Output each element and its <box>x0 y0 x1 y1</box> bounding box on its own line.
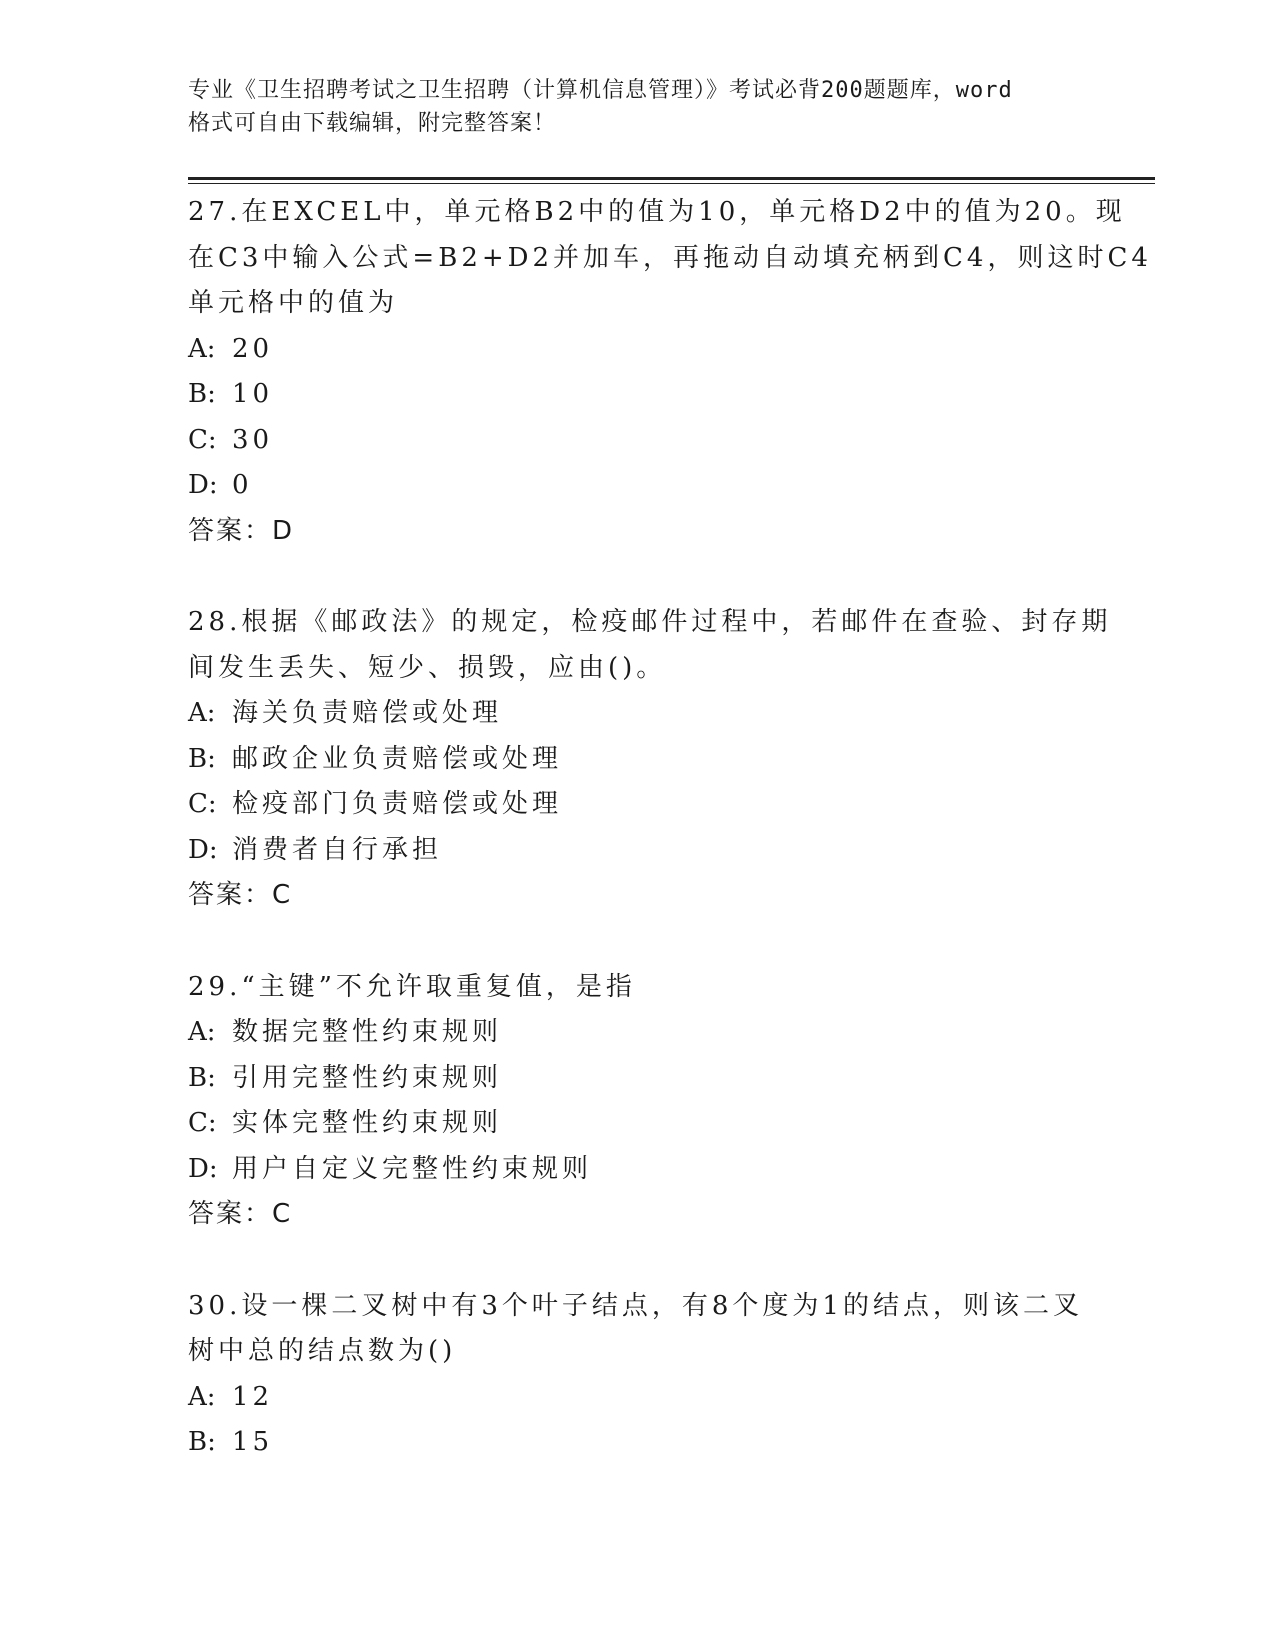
option-letter: A: <box>188 1381 216 1412</box>
option-letter: B: <box>188 743 216 774</box>
answer-label: 答案：D <box>188 515 295 546</box>
option-text: 邮政企业负责赔偿或处理 <box>232 743 563 774</box>
question-list <box>188 190 1152 1512</box>
question-text-line: 27.在EXCEL中，单元格B2中的值为10，单元格D2中的值为20。现 <box>188 197 1126 227</box>
option-text: 检疫部门负责赔偿或处理 <box>232 789 563 819</box>
option-text: 实体完整性约束规则 <box>232 1108 503 1138</box>
option-a <box>188 327 1088 373</box>
question-text-line: 30.设一棵二叉树中有3个叶子结点，有8个度为1的结点，则该二叉 <box>188 1290 1083 1321</box>
document-header <box>188 74 1088 140</box>
option-letter: C: <box>188 789 217 819</box>
question-text-line: 树中总的结点数为() <box>188 1336 457 1366</box>
option-text: 15 <box>232 1427 274 1457</box>
option-text: 引用完整性约束规则 <box>232 1062 503 1093</box>
option-text: 0 <box>232 470 253 500</box>
question-text-line: 28.根据《邮政法》的规定，检疫邮件过程中，若邮件在查验、封存期 <box>188 607 1112 637</box>
option-text: 20 <box>232 333 274 364</box>
option-d <box>188 1147 1088 1193</box>
option-letter: C: <box>188 1108 217 1138</box>
question-28 <box>188 600 1112 919</box>
option-letter: B: <box>188 1427 216 1457</box>
option-letter: D: <box>188 470 218 500</box>
option-letter: B: <box>188 379 216 409</box>
question-text-line: 在C3中输入公式=B2+D2并加车，再拖动自动填充柄到C4，则这时C4 <box>188 242 1152 273</box>
option-d <box>188 463 1088 509</box>
option-b <box>188 1420 1088 1466</box>
option-a <box>188 691 1088 737</box>
option-c <box>188 1101 1088 1147</box>
option-text: 30 <box>232 424 274 455</box>
question-29 <box>188 965 1088 1238</box>
option-a <box>188 1375 1088 1421</box>
option-letter: A: <box>188 333 216 364</box>
option-letter: D: <box>188 1153 218 1184</box>
question-text-line: 29.“主键”不允许取重复值，是指 <box>188 971 636 1002</box>
option-text: 用户自定义完整性约束规则 <box>232 1153 593 1184</box>
option-text: 消费者自行承担 <box>232 834 443 865</box>
option-text: 10 <box>232 379 274 409</box>
option-text: 12 <box>232 1381 274 1412</box>
header-divider-thick <box>188 177 1155 180</box>
option-letter: A: <box>188 698 216 728</box>
answer-label: 答案：C <box>188 1199 293 1229</box>
option-letter: A: <box>188 1017 216 1047</box>
question-30 <box>188 1284 1088 1466</box>
option-d <box>188 828 1088 874</box>
question-text-line: 单元格中的值为 <box>188 288 399 318</box>
header-line-2: 格式可自由下载编辑，附完整答案！ <box>188 111 557 136</box>
option-letter: B: <box>188 1062 216 1093</box>
option-c <box>188 782 1088 828</box>
option-letter: C: <box>188 424 217 455</box>
option-b <box>188 737 1088 783</box>
option-c <box>188 418 1088 464</box>
option-letter: D: <box>188 834 218 865</box>
answer-label: 答案：C <box>188 880 293 910</box>
header-divider-thin <box>188 183 1155 184</box>
option-text: 数据完整性约束规则 <box>232 1017 503 1047</box>
question-27 <box>188 190 1152 554</box>
option-b <box>188 372 1088 418</box>
header-line-1: 专业《卫生招聘考试之卫生招聘（计算机信息管理）》考试必背200题题库，word <box>188 78 1013 103</box>
option-a <box>188 1010 1088 1056</box>
option-text: 海关负责赔偿或处理 <box>232 698 503 728</box>
option-b <box>188 1056 1088 1102</box>
question-text-line: 间发生丢失、短少、损毁，应由()。 <box>188 652 667 683</box>
